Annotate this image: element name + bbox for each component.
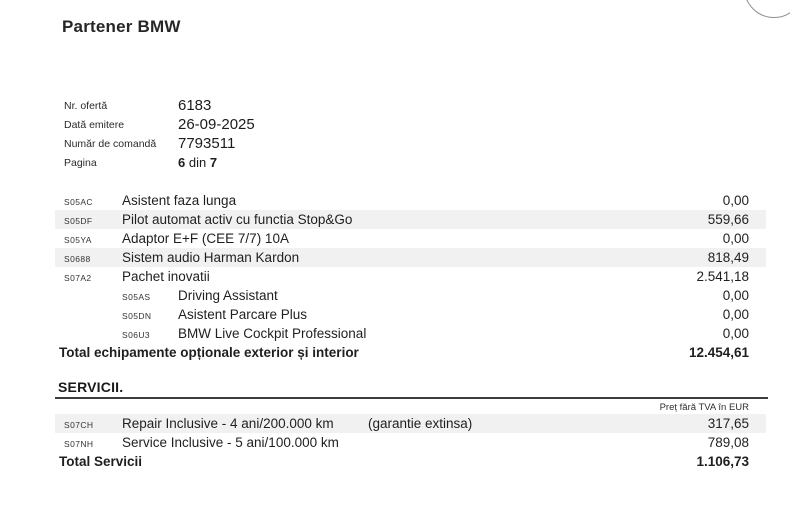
option-price: 789,08	[707, 435, 749, 450]
option-description: BMW Live Cockpit Professional	[178, 326, 367, 341]
page-separator: din	[188, 155, 207, 170]
option-description: Asistent faza lunga	[122, 193, 237, 208]
option-code: S06U3	[122, 330, 150, 340]
option-code: S07NH	[64, 439, 94, 449]
option-description: Service Inclusive - 5 ani/100.000 km	[122, 435, 339, 450]
option-price: 2.541,18	[696, 269, 749, 284]
offer-number-label: Nr. ofertă	[64, 100, 108, 112]
option-code: S0688	[64, 254, 91, 264]
option-code: S07CH	[64, 420, 94, 430]
option-description: Sistem audio Harman Kardon	[122, 250, 300, 265]
meta-row-offer-number	[64, 96, 364, 115]
option-price: 818,49	[707, 250, 749, 265]
options-total-label: Total echipamente opționale exterior și interior	[59, 345, 359, 360]
section-divider-rule	[55, 397, 768, 399]
meta-row-order-number	[64, 134, 364, 153]
page-title: Partener BMW	[62, 17, 181, 36]
option-description: Pachet inovatii	[122, 269, 210, 284]
page-total: 7	[209, 155, 218, 170]
offer-meta-block	[64, 96, 364, 172]
table-row	[55, 324, 766, 343]
table-row	[55, 433, 766, 452]
option-code: S05DN	[122, 311, 152, 321]
option-description: Repair Inclusive - 4 ani/200.000 km	[122, 416, 334, 431]
option-price: 0,00	[722, 231, 749, 246]
option-code: S07A2	[64, 273, 92, 283]
services-total-row	[55, 452, 766, 471]
services-total-price: 1.106,73	[696, 454, 749, 469]
option-price: 0,00	[722, 193, 749, 208]
order-number-value: 7793511	[178, 135, 236, 152]
price-currency-note: Preț fără TVA în EUR	[659, 402, 749, 413]
option-code: S05DF	[64, 216, 93, 226]
option-description: Pilot automat activ cu functia Stop&Go	[122, 212, 353, 227]
issue-date-value: 26-09-2025	[178, 116, 255, 133]
services-rows	[55, 414, 766, 452]
table-row	[55, 305, 766, 324]
page-label: Pagina	[64, 157, 97, 169]
table-row	[55, 210, 766, 229]
option-price: 559,66	[707, 212, 749, 227]
options-total-price: 12.454,61	[688, 345, 749, 360]
services-table	[55, 414, 766, 471]
option-price: 0,00	[722, 307, 749, 322]
options-total-row	[55, 343, 766, 362]
table-row	[55, 414, 766, 433]
option-price: 0,00	[722, 326, 749, 341]
option-code: S05YA	[64, 235, 92, 245]
table-row	[55, 286, 766, 305]
issue-date-label: Dată emitere	[64, 119, 125, 131]
option-note: (garantie extinsa)	[368, 416, 473, 431]
option-description: Driving Assistant	[178, 288, 278, 303]
option-description: Asistent Parcare Plus	[178, 307, 308, 322]
table-row	[55, 229, 766, 248]
table-row	[55, 267, 766, 286]
meta-row-page	[64, 153, 364, 172]
services-section-heading: SERVICII.	[58, 379, 124, 395]
table-row	[55, 191, 766, 210]
offer-number-value: 6183	[178, 97, 212, 114]
page-current: 6	[178, 155, 186, 170]
option-description: Adaptor E+F (CEE 7/7) 10A	[122, 231, 289, 246]
option-code: S05AC	[64, 197, 93, 207]
table-row	[55, 248, 766, 267]
page-value	[178, 155, 217, 170]
option-price: 0,00	[722, 288, 749, 303]
optional-equipment-table	[55, 191, 766, 362]
option-price: 317,65	[707, 416, 749, 431]
order-number-label: Număr de comandă	[64, 138, 157, 150]
stamp-arc-decoration	[744, 0, 790, 18]
meta-row-issue-date	[64, 115, 364, 134]
services-total-label: Total Servicii	[59, 454, 143, 469]
option-code: S05AS	[122, 292, 151, 302]
optional-equipment-rows	[55, 191, 766, 343]
